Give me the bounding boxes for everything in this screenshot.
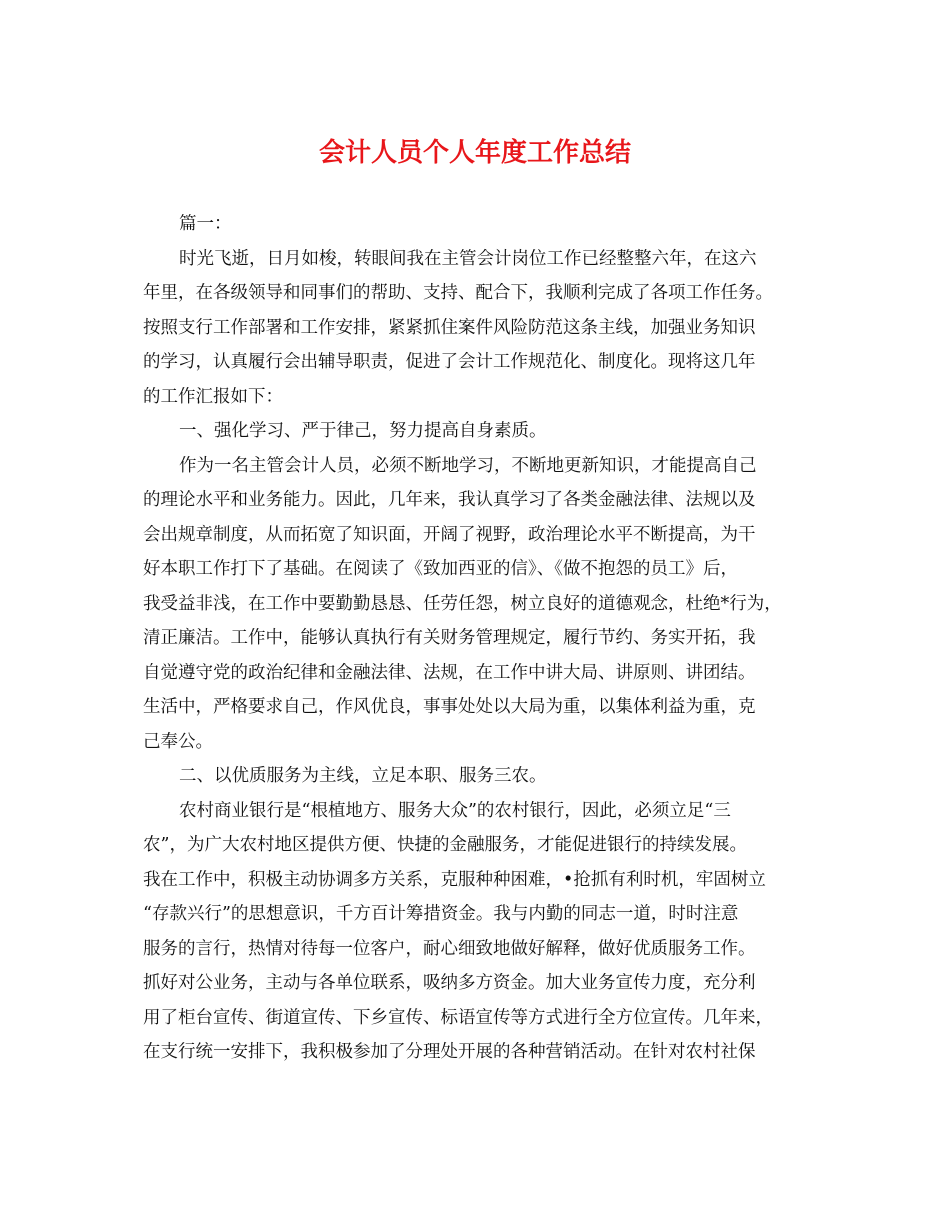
- body-line: 服务的言行，热情对待每一位客户，耐心细致地做好解释，做好优质服务工作。: [143, 938, 756, 959]
- body-line: 的学习，认真履行会出辅导职责，促进了会计工作规范化、制度化。现将这几年: [143, 352, 756, 372]
- body-line: 农村商业银行是“根植地方、服务大众”的农村银行，因此，必须立足“三: [179, 800, 731, 821]
- body-line: 的理论水平和业务能力。因此，几年来，我认真学习了各类金融法律、法规以及: [143, 490, 756, 510]
- body-line: 时光飞逝，日月如梭，转眼间我在主管会计岗位工作已经整整六年，在这六: [179, 248, 757, 269]
- body-line: 在支行统一安排下，我积极参加了分理处开展的各种营销活动。在针对农村社保: [143, 1042, 756, 1062]
- body-line: 二、以优质服务为主线，立足本职、服务三农。: [179, 766, 547, 786]
- body-line: “存款兴行”的思想意识，千方百计筹措资金。我与内勤的同志一道，时时注意: [143, 904, 739, 924]
- body-line: 按照支行工作部署和工作安排，紧紧抓住案件风险防范这条主线，加强业务知识: [143, 317, 756, 338]
- body-line: 年里，在各级领导和同事们的帮助、支持、配合下，我顺利完成了各项工作任务。: [143, 283, 773, 303]
- body-line: 作为一名主管会计人员，必须不断地学习，不断地更新知识，才能提高自己: [179, 455, 757, 476]
- body-line: 会出规章制度，从而拓宽了知识面，开阔了视野，政治理论水平不断提高，为干: [143, 524, 756, 545]
- body-line: 抓好对公业务，主动与各单位联系，吸纳多方资金。加大业务宣传力度，充分利: [143, 973, 756, 993]
- body-line: 一、强化学习、严于律己，努力提高自身素质。: [179, 421, 547, 441]
- body-line: 己奉公。: [143, 731, 213, 752]
- body-line: 的工作汇报如下：: [143, 386, 283, 407]
- body-line: 我在工作中，积极主动协调多方关系，克服种种困难，•抢抓有利时机，牢固树立: [143, 869, 766, 890]
- body-line: 自觉遵守党的政治纪律和金融法律、法规，在工作中讲大局、讲原则、讲团结。: [143, 662, 756, 683]
- document-title: 会计人员个人年度工作总结: [318, 138, 631, 168]
- body-line: 农”，为广大农村地区提供方便、快捷的金融服务，才能促进银行的持续发展。: [143, 835, 747, 855]
- body-line: 生活中，严格要求自己，作风优良，事事处处以大局为重，以集体利益为重，克: [143, 697, 756, 717]
- document-body: [143, 207, 823, 1070]
- body-line: 用了柜台宣传、街道宣传、下乡宣传、标语宣传等方式进行全方位宣传。几年来，: [143, 1007, 773, 1028]
- body-line: 我受益非浅，在工作中要勤勤恳恳、任劳任怨，树立良好的道德观念，杜绝*行为，: [143, 593, 782, 614]
- body-line: 好本职工作打下了基础。在阅读了《致加西亚的信》、《做不抱怨的员工》后，: [143, 559, 738, 579]
- body-line: 清正廉洁。工作中，能够认真执行有关财务管理规定，履行节约、务实开拓，我: [143, 628, 756, 648]
- body-line: 篇一：: [179, 214, 232, 234]
